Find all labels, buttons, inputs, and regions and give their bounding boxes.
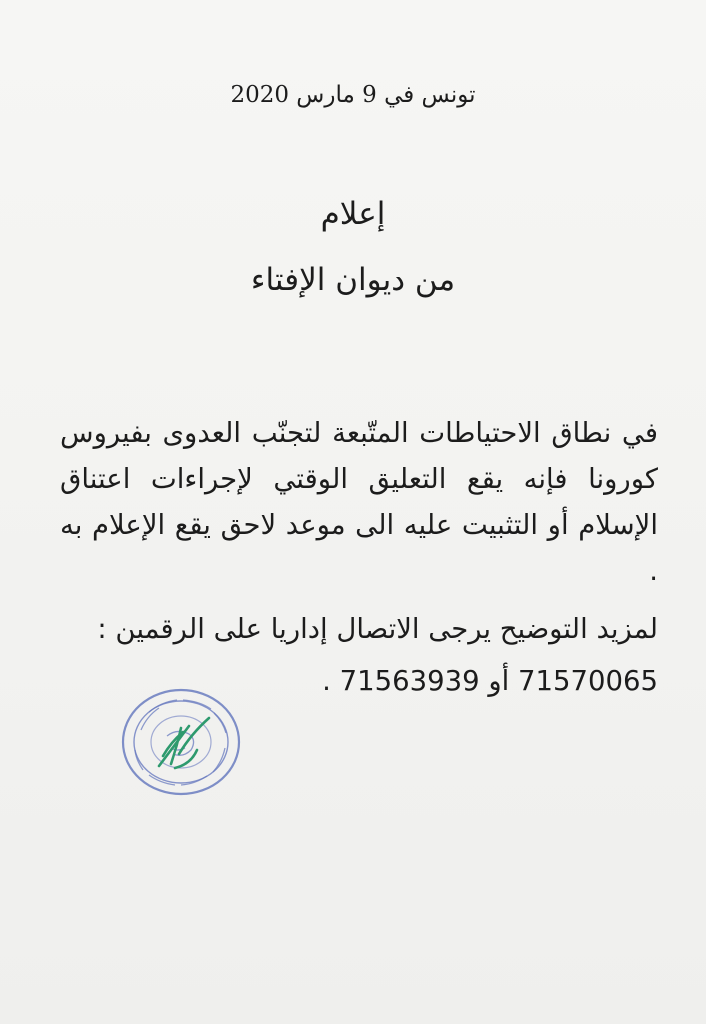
document-title: إعلام	[320, 196, 386, 232]
official-seal-icon	[119, 686, 243, 798]
contact-paragraph: لمزيد التوضيح يرجى الاتصال إداريا على الرقمين :	[97, 613, 658, 645]
document-date: تونس في 9 مارس 2020	[230, 82, 476, 108]
announcement-paragraph: في نطاق الاحتياطات المتّبعة لتجنّب العدوى بفيروس كورونا فإنه يقع التعليق الوقتي لإجراءات اعتناق الإسلام أو التثبيت عليه الى موعد لاحق يقع الإعلام به .	[60, 417, 658, 587]
phone-numbers: 71570065 أو 71563939 .	[322, 665, 658, 697]
document-subtitle: من ديوان الإفتاء	[250, 262, 456, 298]
document-body	[60, 410, 658, 710]
